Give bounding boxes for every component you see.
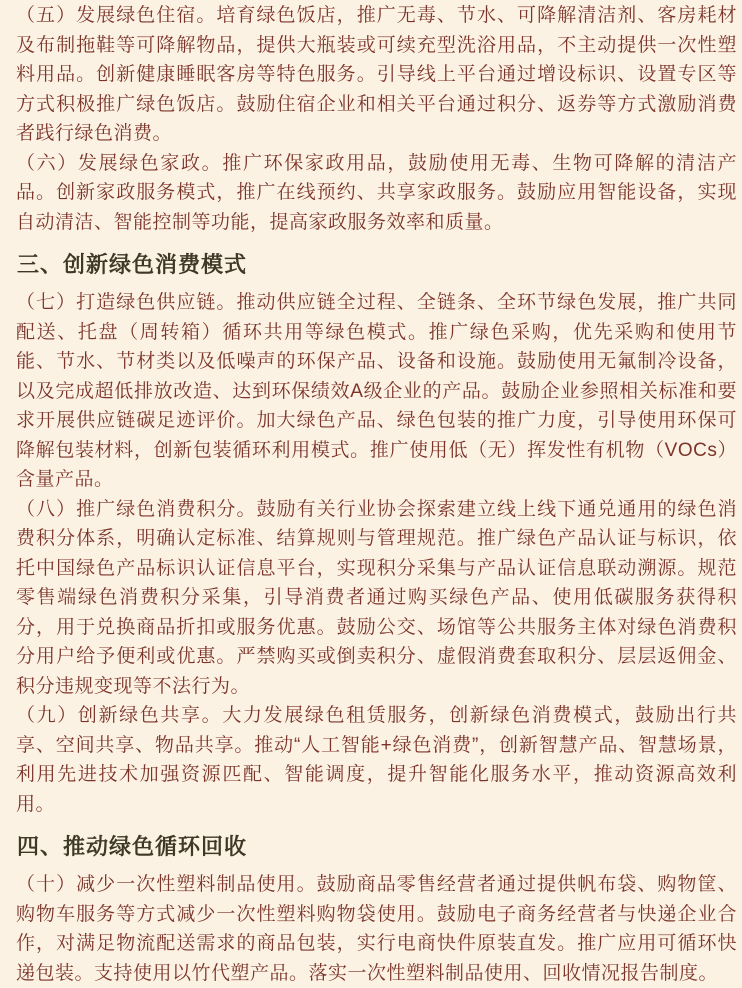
paragraph: （八）推广绿色消费积分。鼓励有关行业协会探索建立线上线下通兑通用的绿色消费积分体系，明确认定标准、结算规则与管理规范。推广绿色产品认证与标识，依托中国绿色产品标识认证信息平台，实现积分采集与产品认证信息联动溯源。规范零售端绿色消费积分采集，引导消费者通过购买绿色产品、使用低碳服务获得积分，用于兑换商品折扣或服务优惠。鼓励公交、场馆等公共服务主体对绿色消费积分用户给予便利或优惠。严禁购买或倒卖积分、虚假消费套取积分、层层返佣金、积分违规变现等不法行为。 <box>16 498 737 697</box>
section-heading: 三、创新绿色消费模式 <box>17 252 248 277</box>
paragraph: （六）发展绿色家政。推广环保家政用品，鼓励使用无毒、生物可降解的清洁产品。创新家政服务模式，推广在线预约、共享家政服务。鼓励应用智能设备，实现自动清洁、智能控制等功能，提高家政服务效率和质量。 <box>16 152 737 233</box>
section-heading: 四、推动绿色循环回收 <box>17 834 248 859</box>
paragraph: （九）创新绿色共享。大力发展绿色租赁服务，创新绿色消费模式，鼓励出行共享、空间共享、物品共享。推动“人工智能+绿色消费”，创新智慧产品、智慧场景，利用先进技术加强资源匹配、智能调度，提升智能化服务水平，推动资源高效利用。 <box>16 705 737 815</box>
paragraph: （五）发展绿色住宿。培育绿色饭店，推广无毒、节水、可降解清洁剂、客房耗材及布制拖鞋等可降解物品，提供大瓶装或可续充型洗浴用品，不主动提供一次性塑料用品。创新健康睡眠客房等特色服务。引导线上平台通过增设标识、设置专区等方式积极推广绿色饭店。鼓励住宿企业和相关平台通过积分、返券等方式激励消费者践行绿色消费。 <box>16 5 737 144</box>
paragraph: （十）减少一次性塑料制品使用。鼓励商品零售经营者通过提供帆布袋、购物筐、购物车服务等方式减少一次性塑料购物袋使用。鼓励电子商务经营者与快递企业合作，对满足物流配送需求的商品包装，实行电商快件原装直发。推广应用可循环快递包装。支持使用以竹代塑产品。落实一次性塑料制品使用、回收情况报告制度。 <box>16 874 737 984</box>
paragraph: （七）打造绿色供应链。推动供应链全过程、全链条、全环节绿色发展，推广共同配送、托盘（周转箱）循环共用等绿色模式。推广绿色采购，优先采购和使用节能、节水、节材类以及低噪声的环保产品、设备和设施。鼓励使用无氟制冷设备，以及完成超低排放改造、达到环保绩效A级企业的产品。鼓励企业参照相关标准和要求开展供应链碳足迹评价。加大绿色产品、绿色包装的推广力度，引导使用环保可降解包装材料，创新包装循环利用模式。推广使用低（无）挥发性有机物（VOCs）含量产品。 <box>16 292 737 490</box>
